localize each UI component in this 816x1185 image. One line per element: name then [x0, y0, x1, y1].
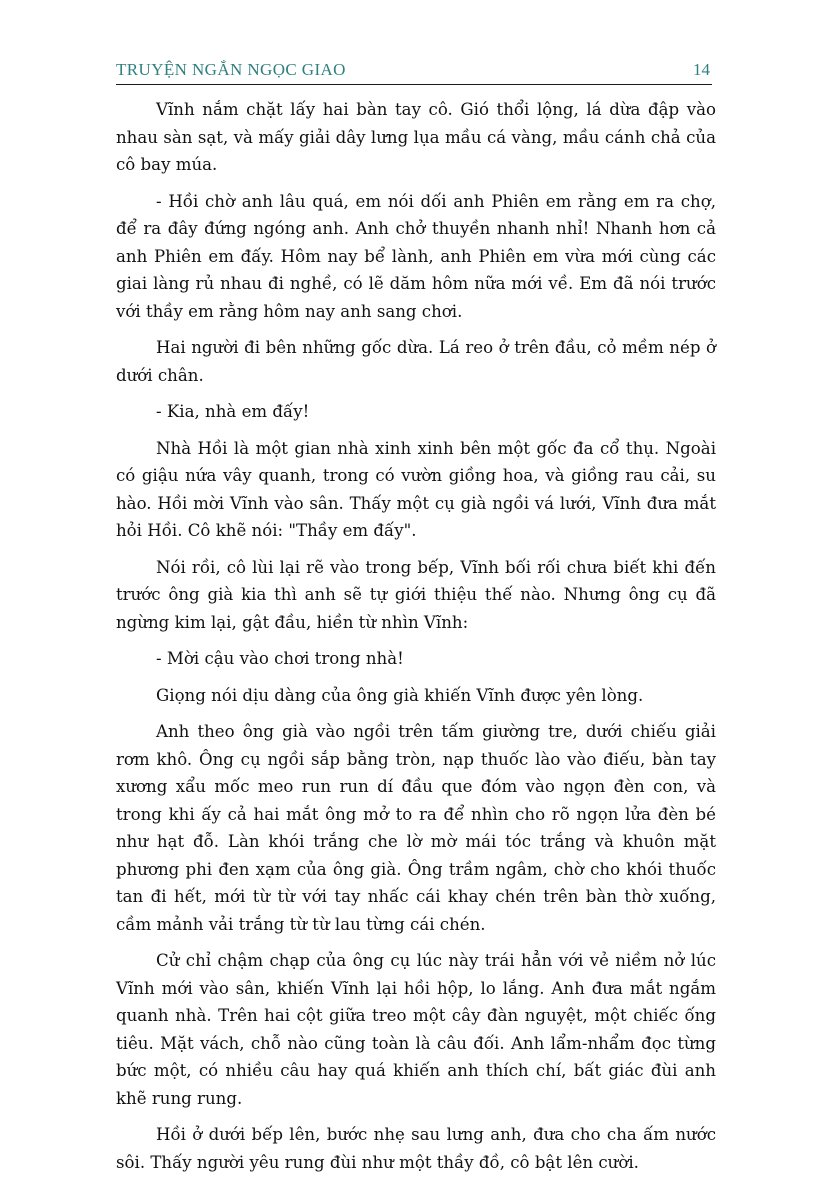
paragraph: Giọng nói dịu dàng của ông già khiến Vĩnh được yên lòng. [156, 685, 644, 705]
paragraph: Vĩnh nắm chặt lấy hai bàn tay cô. Gió thổi lộng, lá dừa đập vào nhau sàn sạt, và mấy giải dây lưng lụa mầu cá vàng, mầu cánh chả của cô bay múa. [116, 100, 716, 174]
paragraph: Hai người đi bên những gốc dừa. Lá reo ở trên đầu, cỏ mềm nép ở dưới chân. [116, 338, 716, 385]
paragraph: Hồi ở dưới bếp lên, bước nhẹ sau lưng anh, đưa cho cha ấm nước sôi. Thấy người yêu rung đùi như một thầy đồ, cô bật lên cười. [116, 1125, 716, 1172]
paragraph: - Hồi chờ anh lâu quá, em nói dối anh Phiên em rằng em ra chợ, để ra đây đứng ngóng anh. Anh chở thuyền nhanh nhỉ! Nhanh hơn cả anh Phiên em đấy. Hôm nay bể lành, anh Phiên em vừa mới cùng các giai làng rủ nhau đi nghề, có lẽ dăm hôm nữa mới về. Em đã nói trước với thầy em rằng hôm nay anh sang chơi. [116, 191, 716, 321]
paragraph: Nhà Hồi là một gian nhà xinh xinh bên một gốc đa cổ thụ. Ngoài có giậu nứa vây quanh, trong có vườn giồng hoa, và giồng rau cải, su hào. Hồi mời Vĩnh vào sân. Thấy một cụ già ngồi vá lưới, Vĩnh đưa mắt hỏi Hồi. Cô khẽ nói: "Thầy em đấy". [116, 438, 716, 540]
page-number: 14 [693, 60, 710, 79]
paragraph: Cử chỉ chậm chạp của ông cụ lúc này trái hẳn với vẻ niềm nở lúc Vĩnh mới vào sân, khiến Vĩnh lại hồi hộp, lo lắng. Anh đưa mắt ngắm quanh nhà. Trên hai cột giữa treo một cây đàn nguyệt, một chiếc ống tiêu. Mặt vách, chỗ nào cũng toàn là câu đối. Anh lẩm-nhẩm đọc từng bức một, có nhiều câu hay quá khiến anh thích chí, bất giác đùi anh khẽ rung rung. [116, 951, 716, 1108]
running-header [116, 58, 712, 85]
book-title: TRUYỆN NGẮN NGỌC GIAO [116, 60, 346, 79]
paragraph: Nói rồi, cô lùi lại rẽ vào trong bếp, Vĩnh bối rối chưa biết khi đến trước ông già kia thì anh sẽ tự giới thiệu thế nào. Nhưng ông cụ đã ngừng kim lại, gật đầu, hiền từ nhìn Vĩnh: [116, 557, 716, 632]
story-text [116, 96, 716, 1185]
paragraph: - Mời cậu vào chơi trong nhà! [156, 649, 404, 668]
paragraph: - Kia, nhà em đấy! [156, 402, 310, 421]
paragraph: Anh theo ông già vào ngồi trên tấm giường tre, dưới chiếu giải rơm khô. Ông cụ ngồi sắp bằng tròn, nạp thuốc lào vào điếu, bàn tay xương xẩu mốc meo run run dí đầu que đóm vào ngọn đèn con, và trong khi ấy cả hai mắt ông mở to ra để nhìn cho rõ ngọn lửa đèn bé như hạt đỗ. Làn khói trắng che lờ mờ mái tóc trắng và khuôn mặt phương phi đen xạm của ông già. Ông trầm ngâm, chờ cho khói thuốc tan đi hết, mới từ từ với tay nhấc cái khay chén trên bàn thờ xuống, cầm mảnh vải trắng từ từ lau từng cái chén. [116, 722, 716, 934]
